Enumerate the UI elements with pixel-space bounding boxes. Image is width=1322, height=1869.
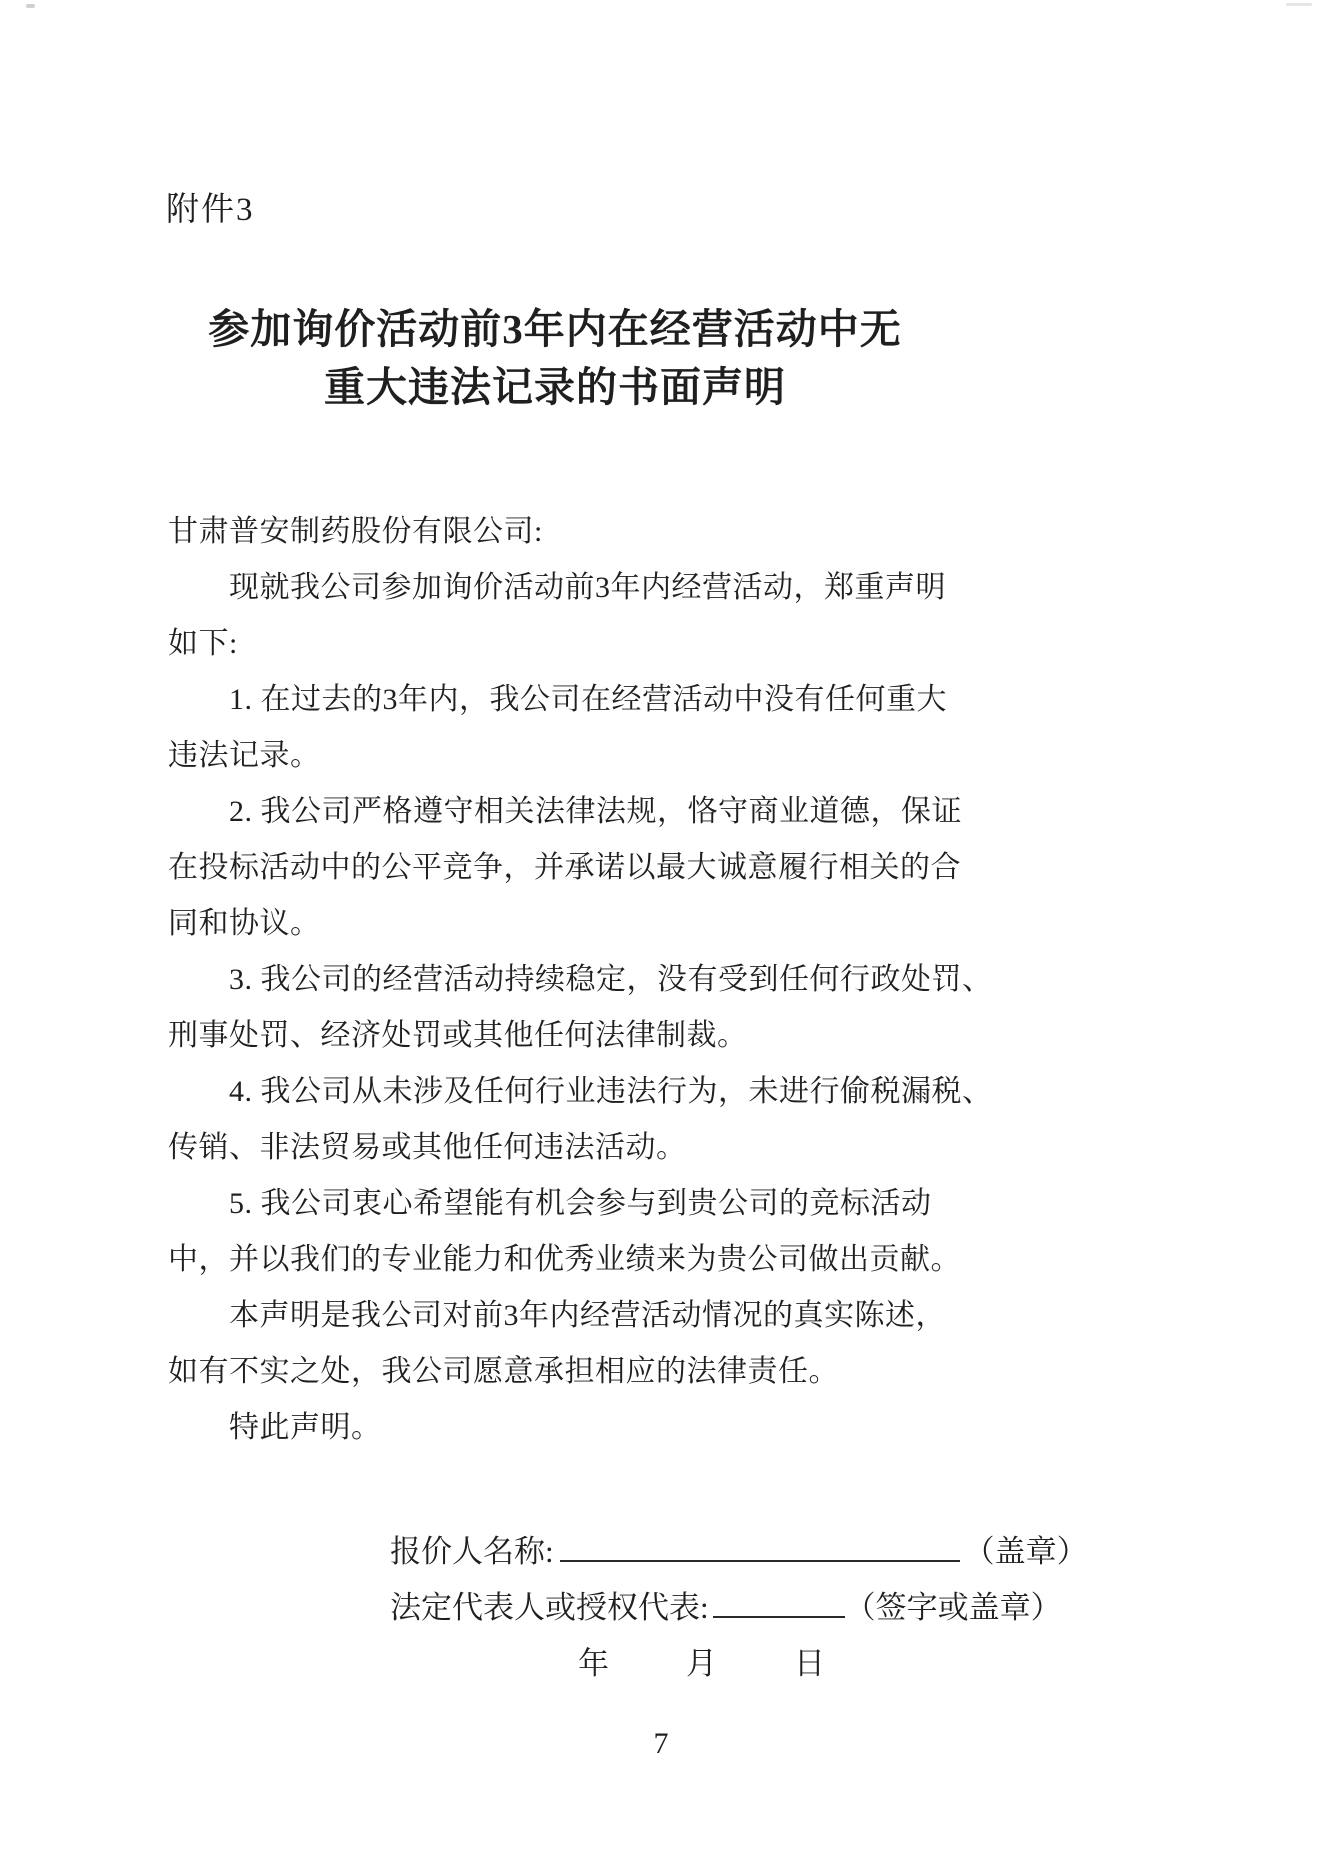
seal-note: （盖章）: [963, 1534, 1088, 1569]
body-text-line: 5. 我公司衷心希望能有机会参与到贵公司的竞标活动: [168, 1187, 932, 1220]
sign-or-seal-note: （签字或盖章）: [844, 1590, 1062, 1625]
body-text-line: 违法记录。: [168, 739, 321, 772]
date-row: [390, 1636, 1190, 1692]
body-text-line: 现就我公司参加询价活动前3年内经营活动，郑重声明: [168, 571, 946, 604]
bidder-name-row: [390, 1524, 1190, 1580]
body-text-line: 1. 在过去的3年内，我公司在经营活动中没有任何重大: [168, 683, 947, 716]
body-text-line: 4. 我公司从未涉及任何行业违法行为，未进行偷税漏税、: [168, 1075, 993, 1108]
scan-artifact: [1286, 3, 1312, 6]
body-text-line: 2. 我公司严格遵守相关法律法规，恪守商业道德，保证: [168, 795, 962, 828]
representative-label: 法定代表人或授权代表:: [390, 1590, 709, 1625]
body-text-line: 如有不实之处，我公司愿意承担相应的法律责任。: [168, 1355, 839, 1388]
bidder-name-blank-line: [560, 1532, 960, 1562]
date-year-label: 年: [578, 1646, 609, 1681]
attachment-label: 附件3: [166, 192, 255, 228]
body-text-line: 在投标活动中的公平竞争，并承诺以最大诚意履行相关的合: [168, 851, 961, 884]
page-number: 7: [653, 1727, 669, 1760]
representative-blank-line: [713, 1588, 845, 1618]
document-title: [150, 300, 960, 416]
body-text-line: 如下:: [168, 627, 238, 660]
scan-artifact: [26, 4, 35, 8]
date-day-label: 日: [794, 1646, 825, 1681]
body-text-line: 刑事处罚、经济处罚或其他任何法律制裁。: [168, 1019, 748, 1052]
body-text-line: 中，并以我们的专业能力和优秀业绩来为贵公司做出贡献。: [168, 1243, 961, 1276]
bidder-name-label: 报价人名称:: [390, 1534, 554, 1569]
document-title-line2: 重大违法记录的书面声明: [324, 364, 786, 410]
body-text-line: 特此声明。: [168, 1411, 382, 1444]
body-text-line: 3. 我公司的经营活动持续稳定，没有受到任何行政处罚、: [168, 963, 993, 996]
body-text-line: 同和协议。: [168, 907, 321, 940]
body-text-line: 传销、非法贸易或其他任何违法活动。: [168, 1131, 687, 1164]
body-text-line: 甘肃普安制药股份有限公司:: [168, 515, 543, 548]
date-month-label: 月: [686, 1646, 717, 1681]
body-text-line: 本声明是我公司对前3年内经营活动情况的真实陈述，: [168, 1299, 946, 1332]
document-title-line1: 参加询价活动前3年内在经营活动中无: [208, 306, 902, 352]
representative-row: [390, 1580, 1190, 1636]
declaration-body: [168, 504, 998, 1456]
signature-block: [390, 1524, 1190, 1692]
